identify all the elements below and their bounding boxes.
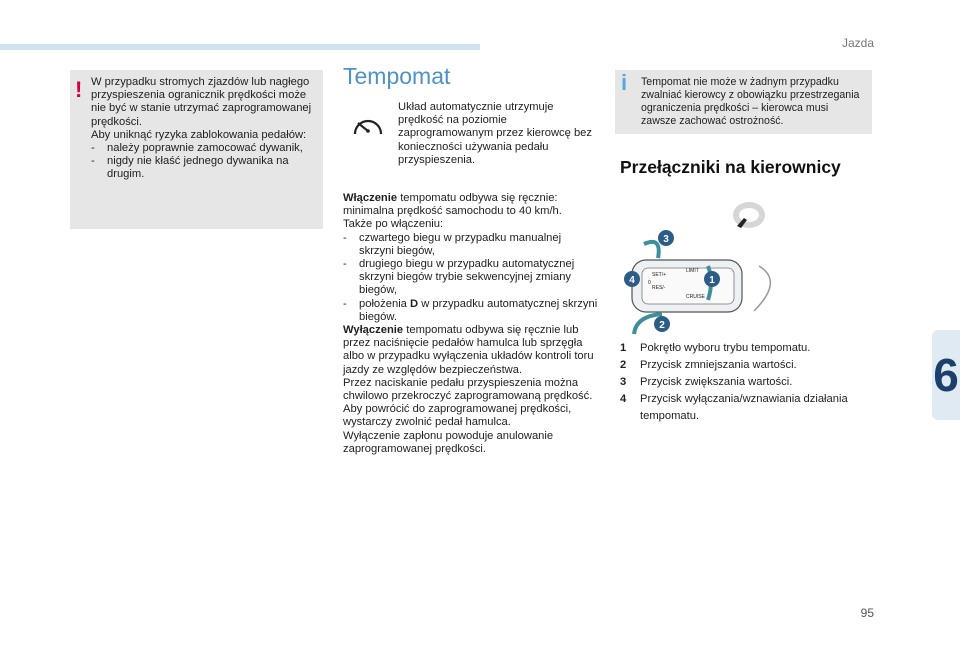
legend-item: 4 Przycisk wyłączania/wznawiania działania tempomatu. <box>620 393 848 422</box>
switches-legend <box>620 340 875 425</box>
switches-title: Przełączniki na kierownicy <box>620 157 841 177</box>
list-item: - należy poprawnie zamocować dywanik, <box>91 142 317 155</box>
enable-conditions-list <box>343 232 598 324</box>
info-icon: i <box>621 70 628 95</box>
disable-text: tempomatu odbywa się ręcznie lub przez naciśnięcie pedałów hamulca lub sprzęgła albo w przypadku wyłączenia układów kontroli toru jazdy ze względów bezpieczeństwa. <box>343 324 594 376</box>
svg-text:4: 4 <box>629 275 635 286</box>
tempomat-body <box>343 192 598 456</box>
list-item: - położenia D w przypadku automatycznej skrzyni biegów. <box>343 298 598 324</box>
top-accent-bar <box>0 44 480 50</box>
tempomat-column <box>343 62 598 455</box>
warning-text-1: W przypadku stromych zjazdów lub nagłego przyspieszenia ogranicznik prędkości może nie być w stanie utrzymać zaprogramowanej prędkości. <box>91 76 312 128</box>
tempomat-title: Tempomat <box>343 63 451 89</box>
cruise-label: CRUISE <box>686 294 705 300</box>
tempomat-intro: Układ automatycznie utrzymuje prędkość na poziomie zaprogramowanym przez kierowcę bez konieczności używania pedału przyspieszenia. <box>398 101 592 166</box>
arrow-up <box>644 242 659 258</box>
legend-item: 1 Pokrętło wyboru trybu tempomatu. <box>620 342 811 354</box>
info-box <box>615 70 872 134</box>
legend-item: 3 Przycisk zwiększania wartości. <box>620 376 793 388</box>
svg-text:3: 3 <box>663 234 669 245</box>
disable-label: Wyłączenie <box>343 324 404 337</box>
accel-text: Przez naciskanie pedału przyspieszenia można chwilowo przekroczyć zaprogramowaną prędkość. <box>343 376 593 403</box>
warning-box <box>70 70 323 229</box>
legend-item: 2 Przycisk zmniejszania wartości. <box>620 359 797 371</box>
list-item: - czwartego biegu w przypadku manualnej skrzyni biegów, <box>343 232 598 258</box>
list-item: - nigdy nie kłaść jednego dywanika na drugim. <box>91 155 317 181</box>
svg-text:2: 2 <box>659 320 665 331</box>
section-title: Jazda <box>841 36 874 50</box>
chapter-tab: 6 <box>932 330 960 420</box>
enable-label: Włączenie <box>343 192 398 204</box>
info-text: Tempomat nie może w żadnym przypadku zwalniać kierowcy z obowiązku przestrzegania ograniczenia prędkości – kierowca musi zawsze zachować ostrożność. <box>641 76 860 127</box>
page-number: 95 <box>860 606 874 620</box>
list-item: - drugiego biegu w przypadku automatycznej skrzyni biegów trybie sekwencyjnej zmiany biegów, <box>343 258 598 298</box>
svg-text:1: 1 <box>709 275 715 286</box>
set-label: SET/+ <box>652 272 667 278</box>
res-label: RES/- <box>652 285 666 291</box>
speedometer-icon <box>351 110 385 144</box>
warning-list <box>91 142 317 182</box>
warning-text-2: Aby uniknąć ryzyka zablokowania pedałów: <box>91 128 307 141</box>
zero-label: 0 <box>648 280 651 286</box>
return-text: Aby powrócić do zaprogramowanej prędkości, wystarczy zwolnić pedał hamulca. <box>343 403 572 429</box>
enable-text: tempomatu odbywa się ręcznie: minimalna prędkość samochodu to 40 km/h. <box>343 192 562 218</box>
stalk-diagram <box>614 226 774 336</box>
also-text: Także po włączeniu: <box>343 218 444 231</box>
ignition-text: Wyłączenie zapłonu powoduje anulowanie zaprogramowanej prędkości. <box>343 429 554 455</box>
warning-exclamation-icon: ! <box>75 77 83 102</box>
limit-label: LIMIT <box>686 268 699 274</box>
